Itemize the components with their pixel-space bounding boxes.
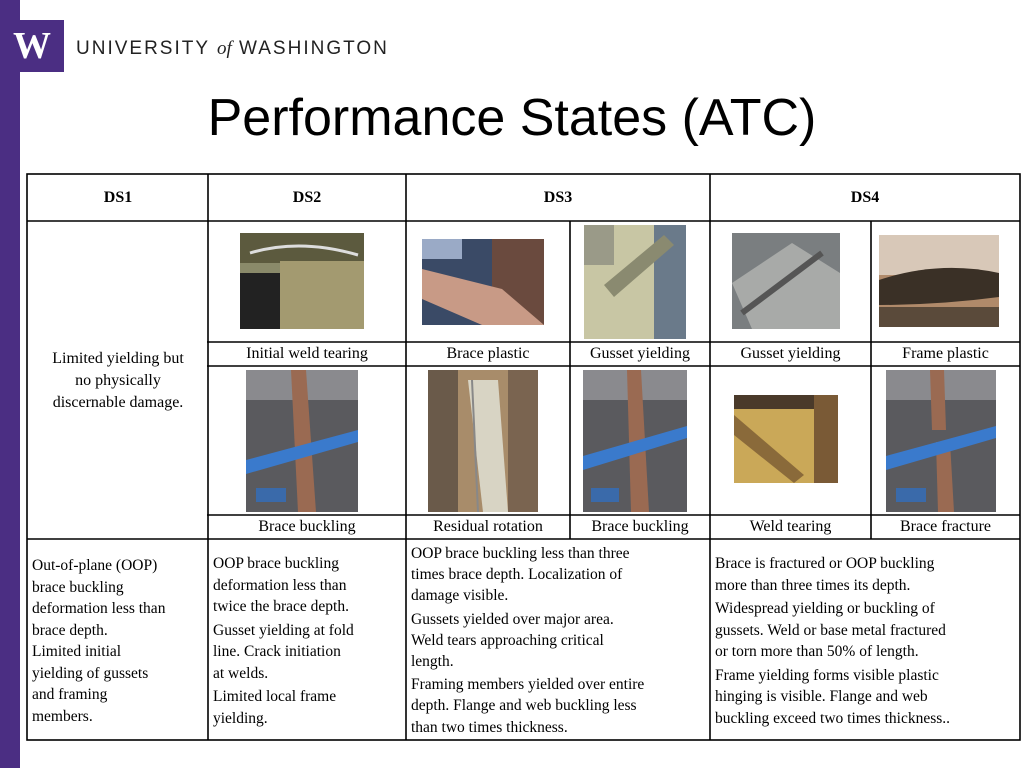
photo-gusset-yielding-ds4	[732, 233, 840, 329]
desc-line: Out-of-plane (OOP)	[32, 557, 158, 574]
photo-brace-plastic	[422, 239, 544, 325]
photo-brace-buckling-ds3	[583, 370, 687, 512]
desc-line: yielding of gussets	[32, 664, 149, 682]
header-ds1: DS1	[103, 189, 133, 206]
ds1-summary	[28, 222, 208, 539]
uw-logo	[0, 20, 64, 72]
desc-line: and framing	[32, 686, 108, 703]
caption-brace-buckling-ds2: Brace buckling	[258, 518, 356, 535]
description-ds2	[209, 551, 406, 739]
photo-gusset-yielding-ds3	[584, 225, 686, 339]
desc-line: gussets. Weld or base metal fractured	[715, 621, 946, 639]
desc-line: line. Crack initiation	[213, 643, 341, 660]
ds1-summary-line: discernable damage.	[52, 393, 184, 411]
desc-line: deformation less than	[213, 576, 347, 594]
caption-residual-rotation: Residual rotation	[433, 518, 543, 535]
uw-logo-letter: W	[13, 25, 51, 67]
caption-gusset-yielding-ds3: Gusset yielding	[590, 345, 690, 362]
desc-line: Widespread yielding or buckling of	[715, 600, 935, 617]
desc-line: length.	[411, 653, 454, 671]
caption-frame-plastic: Frame plastic	[902, 345, 989, 362]
header-ds2: DS2	[292, 189, 322, 206]
desc-line: or torn more than 50% of length.	[715, 643, 919, 660]
caption-weld-tearing: Weld tearing	[749, 518, 832, 535]
desc-line: brace depth.	[32, 621, 108, 639]
description-ds3	[407, 541, 710, 739]
desc-line: Gussets yielded over major area.	[411, 610, 614, 628]
desc-line: Frame yielding forms visible plastic	[715, 666, 939, 684]
header-ds4: DS4	[850, 189, 880, 206]
desc-line: brace buckling	[32, 578, 124, 596]
wordmark-university: UNIVERSITY	[76, 38, 210, 59]
photo-frame-plastic	[879, 235, 999, 327]
desc-line: twice the brace depth.	[213, 598, 349, 615]
wordmark-washington: WASHINGTON	[239, 38, 389, 59]
caption-brace-plastic: Brace plastic	[446, 345, 530, 362]
damage-state-table	[26, 173, 1021, 741]
ds1-summary-line: Limited yielding but	[52, 349, 184, 367]
desc-line: OOP brace buckling less than three	[411, 545, 630, 562]
description-ds4	[711, 551, 1020, 739]
desc-line: damage visible.	[411, 587, 509, 605]
photo-brace-fracture	[886, 370, 996, 512]
desc-line: times brace depth. Localization of	[411, 566, 623, 584]
desc-line: Brace is fractured or OOP buckling	[715, 555, 935, 572]
desc-line: yielding.	[213, 709, 268, 727]
desc-line: Framing members yielded over entire	[411, 676, 645, 694]
desc-line: Limited local frame	[213, 688, 337, 705]
desc-line: at welds.	[213, 664, 269, 682]
wordmark-of: of	[216, 38, 232, 59]
caption-gusset-yielding-ds4: Gusset yielding	[740, 345, 841, 362]
photo-weld-tearing	[240, 233, 364, 329]
desc-line: than two times thickness.	[411, 718, 568, 736]
desc-line: depth. Flange and web buckling less	[411, 697, 637, 715]
desc-line: hinging is visible. Flange and web	[715, 688, 928, 705]
header-ds3: DS3	[543, 189, 573, 206]
desc-line: buckling exceed two times thickness..	[715, 709, 951, 727]
caption-brace-buckling-ds3: Brace buckling	[591, 518, 689, 535]
photo-weld-tearing-ds4	[734, 395, 838, 483]
desc-line: Limited initial	[32, 643, 122, 660]
desc-line: members.	[32, 707, 93, 725]
desc-line: Weld tears approaching critical	[411, 631, 604, 649]
university-wordmark	[76, 38, 389, 60]
description-ds1	[28, 553, 208, 739]
ds1-summary-line: no physically	[75, 371, 161, 389]
photo-residual-rotation	[428, 370, 538, 512]
desc-line: Gusset yielding at fold	[213, 621, 354, 639]
caption-brace-fracture: Brace fracture	[899, 518, 992, 535]
photo-brace-buckling-ds2	[246, 370, 358, 512]
desc-line: deformation less than	[32, 600, 166, 617]
caption-initial-weld-tearing: Initial weld tearing	[246, 345, 368, 362]
desc-line: OOP brace buckling	[213, 555, 339, 572]
desc-line: more than three times its depth.	[715, 576, 911, 594]
slide-title: Performance States (ATC)	[207, 89, 817, 147]
